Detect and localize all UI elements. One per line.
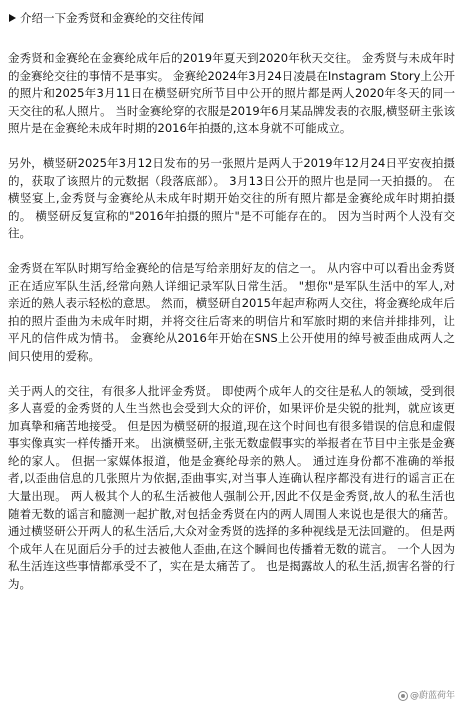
paragraph-4: 关于两人的交往，有很多人批评金秀贤。 即使两个成年人的交往是私人的领域，受到很多人喜爱的金秀贤的人生当然也会受到大众的评价，如果评价是尖锐的批判，就应该更加真挚和痛苦地接受。 但是因为横竖研的报道,现在这个时间也有很多错误的信息和虚假事实像真实一样传播开来。 出演横竖研,主张无数虚假事实的举报者在节目中主张是金赛纶的家人。 但据一家媒体报道，他是金赛纶母亲的熟人。 通过连身份都不准确的举报者,以歪曲信息的几张照片为依据,歪曲事实,对当事人连确认程序都没有进行的谣言正在大量出现。 两人极其个人的私生活被他人强制公开,因此不仅是金秀贤,故人的私生活也随着无数的谣言和臆测一起扩散,对包括金秀贤在内的两人周围人来说也是很大的痛苦。 通过横竖研公开两人的私生活后,大众对金秀贤的选择的多种视线是无法回避的。 但是两个成年人在见面后分手的过去被他人歪曲,在这个瞬间也传播着无数的谎言。 一个人因为私生活连这些事情都承受不了，实在是太痛苦了。 也是揭露故人的私生活,损害名誉的行为。: [8, 383, 455, 592]
document-title: 介绍一下金秀贤和金赛纶的交往传闻: [20, 11, 204, 25]
paragraph-2: 另外，横竖研2025年3月12日发布的另一张照片是两人于2019年12月24日平安夜拍摄的，获取了该照片的元数据（段落底部）。 3月13日公开的照片也是同一天拍摄的。 在横竖宴上,金秀贤与金赛纶从未成年时期开始交往的所有照片都是金赛纶成年时期拍摄的。 横竖研反复宣称的"2016年拍摄的照片"是不可能存在的。 因为当时两个人没有交往。: [8, 155, 455, 241]
document-title-row: [8, 9, 455, 27]
watermark-text: @蔚蓝荷年: [409, 691, 455, 701]
triangle-right-icon: [9, 14, 16, 22]
watermark: [398, 690, 455, 702]
weibo-icon: [398, 691, 408, 701]
paragraph-3: 金秀贤在军队时期写给金赛纶的信是写给亲朋好友的信之一。 从内容中可以看出金秀贤正在适应军队生活,经常向熟人详细记录军队日常生活。 "想你"是军队生活中的军人,对亲近的熟人表示轻松的意思。 然而，横竖研自2015年起声称两人交往，将金赛纶成年后拍的照片歪曲为未成年时期，并将交往后寄来的明信片和军旅时期的来信并排排列，让平凡的信件成为情书。 金赛纶从2016年开始在SNS上公开使用的绰号被歪曲成两人之间只使用的爱称。: [8, 260, 455, 363]
paragraph-1: 金秀贤和金赛纶在金赛纶成年后的2019年夏天到2020年秋天交往。 金秀贤与未成年时的金赛纶交往的事情不是事实。 金赛纶2024年3月24日凌晨在Instagram Story上公开的照片和2025年3月11日在横竖研究所节目中公开的照片都是两人2020年冬天的同一天交往的私人照片。 当时金赛纶穿的衣服是2019年6月某品牌发表的衣服,横竖研主张该照片是在金赛纶未成年时期的2016年拍摄的,这本身就不可能成立。: [8, 51, 455, 136]
